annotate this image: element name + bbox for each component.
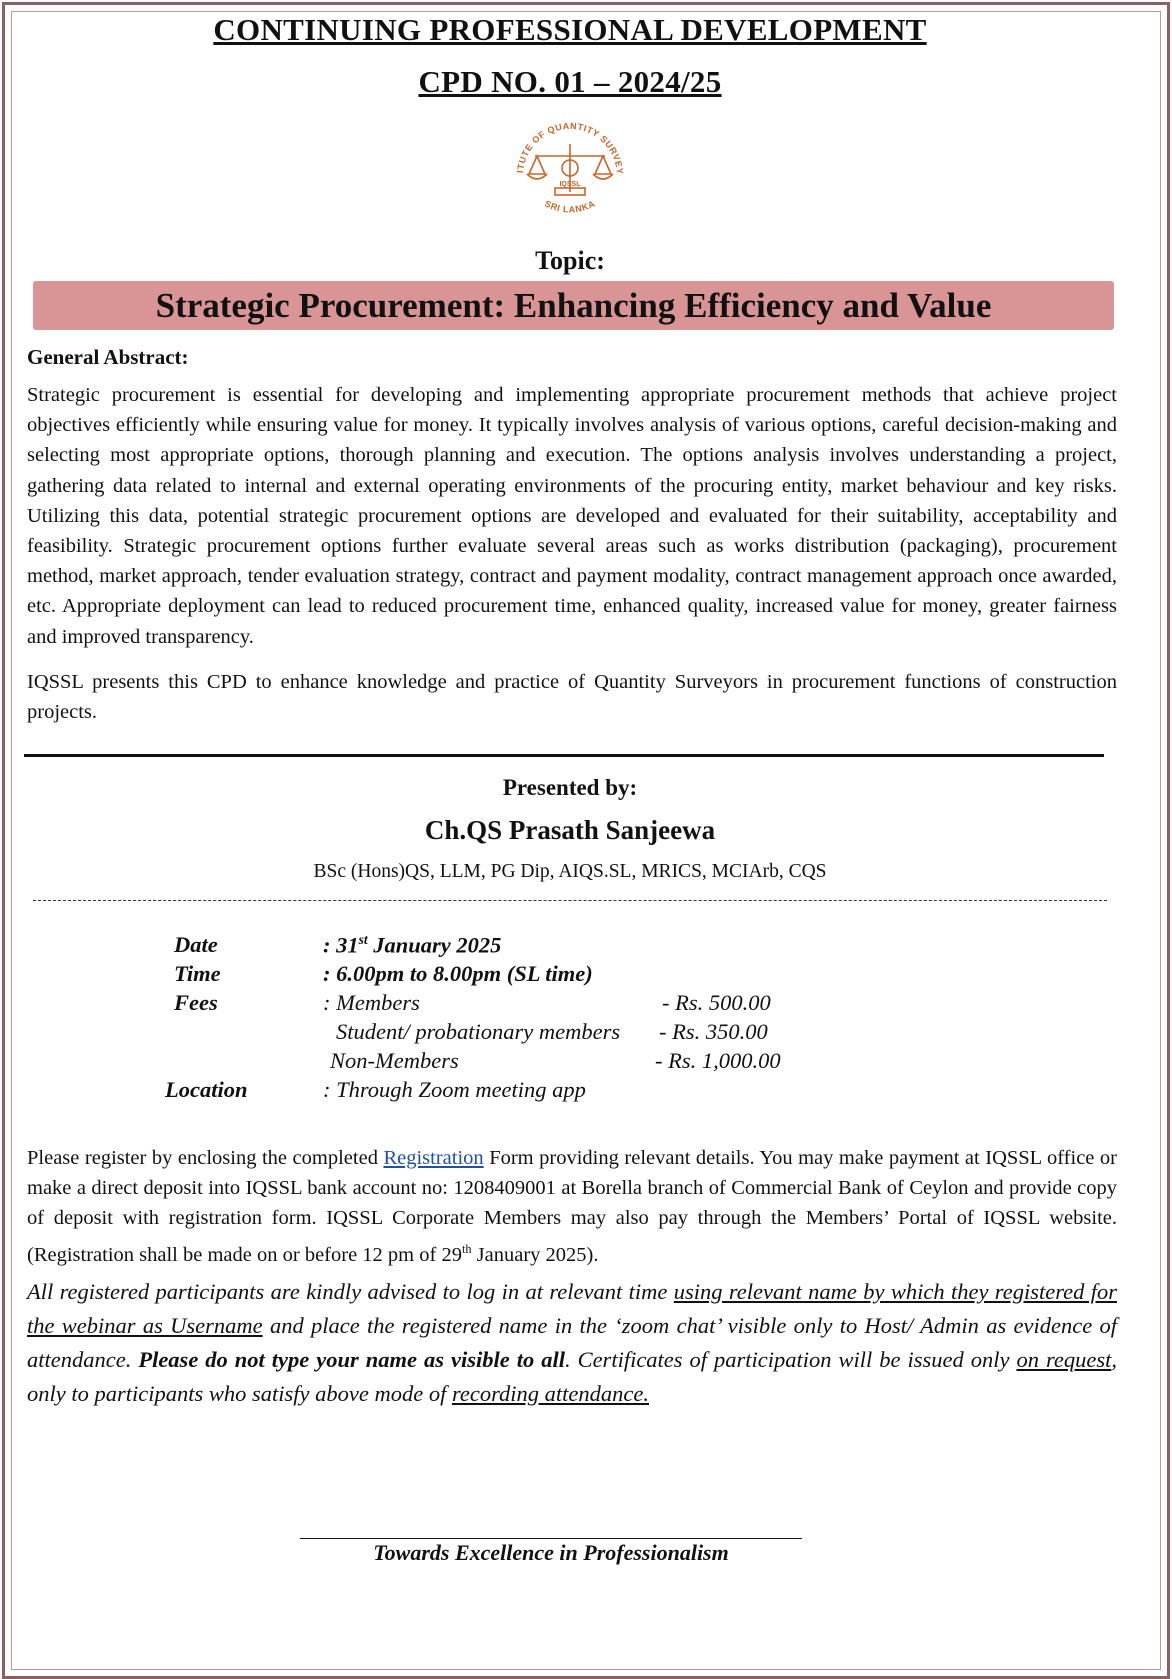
fee-category: : Members xyxy=(323,990,420,1015)
footer-motto: Towards Excellence in Professionalism xyxy=(373,1540,729,1565)
section-divider xyxy=(24,754,1104,757)
fees-label: Fees xyxy=(174,990,218,1015)
dashed-divider xyxy=(33,900,1107,901)
fee-amount: - Rs. 1,000.00 xyxy=(655,1048,781,1073)
topic-label: Topic: xyxy=(535,246,605,275)
registration-paragraph: Please register by enclosing the completed Registration Form providing relevant details. You may make payment at IQSSL office or make a direct deposit into IQSSL bank account no: 1208409001 at Borella branch of Commercial Bank of Ceylon and provide copy of deposit with registration form. IQSSL Corporate Members may also pay through the Members’ Portal of IQSSL website. (Registration shall be made on or before 12 pm of 29th January 2025). xyxy=(27,1147,1117,1266)
iqssl-seal-icon xyxy=(505,110,635,230)
presented-by-label: Presented by: xyxy=(502,775,638,800)
location-label: Location xyxy=(165,1077,248,1102)
topic-title: Strategic Procurement: Enhancing Efficiency and Value xyxy=(155,285,992,325)
attendance-advice: All registered participants are kindly advised to log in at relevant time using relevant name by which they registered for the webinar as Username and place the registered name in the ‘zoom chat’ visible only to Host/ Admin as evidence of attendance. Please do not type your name as visible to all. Certificates of participation will be issued only on request, only to participants who satisfy above mode of recording attendance. xyxy=(27,1279,1117,1406)
seal-bottom-text: SRI LANKA xyxy=(543,198,597,215)
abstract-closing-paragraph: IQSSL presents this CPD to enhance knowledge and practice of Quantity Surveyors in procurement functions of construction projects. xyxy=(27,671,1117,724)
cpd-number: CPD NO. 01 – 2024/25 xyxy=(418,64,722,99)
date-label: Date xyxy=(174,932,218,957)
time-value: : 6.00pm to 8.00pm (SL time) xyxy=(323,961,593,986)
fee-amount: - Rs. 350.00 xyxy=(659,1019,768,1044)
svg-text:SRI LANKA xyxy=(543,198,597,214)
footer-divider xyxy=(300,1538,802,1539)
date-value: : 31st January 2025 xyxy=(323,932,502,958)
seal-inner-text: IQSSL xyxy=(559,181,581,188)
topic-banner xyxy=(33,281,1114,330)
presenter-qualifications: BSc (Hons)QS, LLM, PG Dip, AIQS.SL, MRICS, MCIArb, CQS xyxy=(313,861,827,882)
seal-arc-text: ITUTE OF QUANTITY SURVEY xyxy=(515,120,626,175)
abstract-paragraph: Strategic procurement is essential for developing and implementing appropriate procurement methods that achieve project objectives efficiently while ensuring value for money. It typically involves analysis of various options, careful decision-making and selecting most appropriate options, thorough planning and execution. The options analysis involves understanding a project, gathering data related to internal and external operating environments of the procuring entity, market behaviour and key risks. Utilizing this data, potential strategic procurement options are developed and evaluated for their suitability, acceptability and feasibility. Strategic procurement options further evaluate several areas such as works distribution (packaging), procurement method, market approach, tender evaluation strategy, contract and payment modality, contract management approach once awarded, etc. Appropriate deployment can lead to reduced procurement time, enhanced quality, increased value for money, greater fairness and improved transparency. xyxy=(27,384,1117,648)
page-title: CONTINUING PROFESSIONAL DEVELOPMENT xyxy=(213,12,927,47)
fee-amount: - Rs. 500.00 xyxy=(662,990,771,1015)
presenter-name: Ch.QS Prasath Sanjeewa xyxy=(424,815,716,845)
registration-link[interactable]: Registration xyxy=(383,1147,484,1169)
fee-category: Non-Members xyxy=(330,1048,459,1073)
time-label: Time xyxy=(174,961,221,986)
fee-category: Student/ probationary members xyxy=(336,1019,621,1044)
abstract-heading: General Abstract: xyxy=(27,345,189,369)
location-value: : Through Zoom meeting app xyxy=(323,1077,586,1102)
